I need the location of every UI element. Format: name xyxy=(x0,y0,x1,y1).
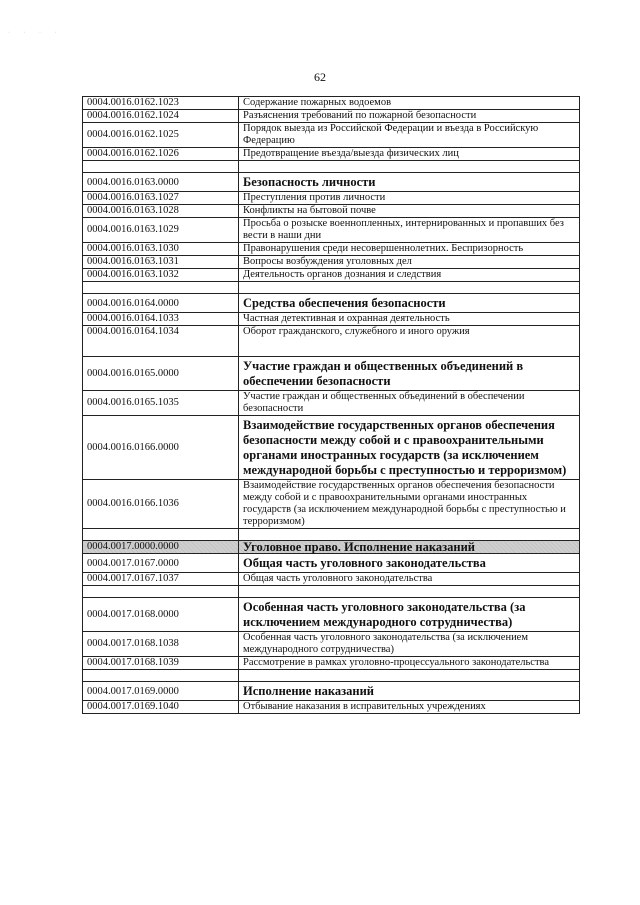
table-row xyxy=(83,123,580,148)
spacer-row xyxy=(83,529,580,541)
spacer-row xyxy=(83,586,580,598)
row-title: Оборот гражданского, служебного и иного оружия xyxy=(239,326,580,357)
table-row xyxy=(83,192,580,205)
row-title: Общая часть уголовного законодательства xyxy=(239,554,580,573)
row-code: 0004.0016.0163.1030 xyxy=(83,243,239,256)
row-title: Безопасность личности xyxy=(239,173,580,192)
table-row xyxy=(83,573,580,586)
table-row xyxy=(83,480,580,529)
section-row xyxy=(83,416,580,480)
row-code: 0004.0016.0165.1035 xyxy=(83,391,239,416)
row-code: 0004.0016.0165.0000 xyxy=(83,357,239,391)
table-row xyxy=(83,256,580,269)
row-title: Правонарушения среди несовершеннолетних. Беспризорность xyxy=(239,243,580,256)
row-code: 0004.0016.0162.1024 xyxy=(83,110,239,123)
row-code xyxy=(83,282,239,294)
row-title: Конфликты на бытовой почве xyxy=(239,205,580,218)
row-title: Средства обеспечения безопасности xyxy=(239,294,580,313)
spacer-row xyxy=(83,670,580,682)
table-row xyxy=(83,657,580,670)
row-code xyxy=(83,161,239,173)
row-code: 0004.0016.0163.1031 xyxy=(83,256,239,269)
scan-corner-marks: · · · · xyxy=(8,30,63,36)
row-code: 0004.0016.0163.1027 xyxy=(83,192,239,205)
row-title: Содержание пожарных водоемов xyxy=(239,97,580,110)
section-row xyxy=(83,541,580,554)
row-code: 0004.0016.0162.1023 xyxy=(83,97,239,110)
row-title: Вопросы возбуждения уголовных дел xyxy=(239,256,580,269)
row-title: Разъяснения требований по пожарной безопасности xyxy=(239,110,580,123)
table-row xyxy=(83,205,580,218)
row-code: 0004.0016.0162.1025 xyxy=(83,123,239,148)
classifier-table-body xyxy=(83,97,580,714)
section-row xyxy=(83,294,580,313)
table-row xyxy=(83,243,580,256)
row-code: 0004.0016.0166.0000 xyxy=(83,416,239,480)
row-code: 0004.0017.0168.1039 xyxy=(83,657,239,670)
row-code: 0004.0017.0168.0000 xyxy=(83,598,239,632)
row-title: Отбывание наказания в исправительных учреждениях xyxy=(239,701,580,714)
row-code: 0004.0016.0166.1036 xyxy=(83,480,239,529)
row-title: Взаимодействие государственных органов обеспечения безопасности между собой и с правоохранительными органами иностранных государств (за исключением международной борьбы с преступностью и терроризмом) xyxy=(239,416,580,480)
table-row xyxy=(83,391,580,416)
row-title xyxy=(239,670,580,682)
table-row xyxy=(83,148,580,161)
row-title: Общая часть уголовного законодательства xyxy=(239,573,580,586)
row-title: Исполнение наказаний xyxy=(239,682,580,701)
section-row xyxy=(83,173,580,192)
row-code xyxy=(83,670,239,682)
row-title: Частная детективная и охранная деятельность xyxy=(239,313,580,326)
table-row xyxy=(83,110,580,123)
row-title: Особенная часть уголовного законодательства (за исключением международного сотрудничества) xyxy=(239,632,580,657)
table-row xyxy=(83,701,580,714)
classifier-table xyxy=(82,96,580,714)
row-title: Предотвращение въезда/выезда физических лиц xyxy=(239,148,580,161)
table-row xyxy=(83,269,580,282)
spacer-row xyxy=(83,161,580,173)
row-code xyxy=(83,529,239,541)
row-code: 0004.0016.0163.0000 xyxy=(83,173,239,192)
row-title xyxy=(239,529,580,541)
row-title xyxy=(239,282,580,294)
section-row xyxy=(83,682,580,701)
row-code: 0004.0016.0163.1029 xyxy=(83,218,239,243)
row-title: Участие граждан и общественных объединений в обеспечении безопасности xyxy=(239,357,580,391)
table-row xyxy=(83,97,580,110)
section-row xyxy=(83,357,580,391)
row-code: 0004.0016.0163.1032 xyxy=(83,269,239,282)
table-row xyxy=(83,313,580,326)
row-code: 0004.0016.0162.1026 xyxy=(83,148,239,161)
row-title: Порядок выезда из Российской Федерации и въезда в Российскую Федерацию xyxy=(239,123,580,148)
row-code: 0004.0017.0169.0000 xyxy=(83,682,239,701)
row-title: Преступления против личности xyxy=(239,192,580,205)
row-title: Участие граждан и общественных объединений в обеспечении безопасности xyxy=(239,391,580,416)
page-number: 62 xyxy=(314,70,326,84)
row-code: 0004.0017.0000.0000 xyxy=(83,541,239,554)
section-row xyxy=(83,554,580,573)
row-code: 0004.0017.0167.0000 xyxy=(83,554,239,573)
row-code: 0004.0017.0168.1038 xyxy=(83,632,239,657)
row-code: 0004.0016.0164.1034 xyxy=(83,326,239,357)
row-title: Деятельность органов дознания и следствия xyxy=(239,269,580,282)
spacer-row xyxy=(83,282,580,294)
row-title: Уголовное право. Исполнение наказаний xyxy=(239,541,580,554)
row-code: 0004.0017.0167.1037 xyxy=(83,573,239,586)
row-title xyxy=(239,586,580,598)
row-title xyxy=(239,161,580,173)
row-code xyxy=(83,586,239,598)
row-title: Взаимодействие государственных органов обеспечения безопасности между собой и с правоохранительными органами иностранных государств (за исключением международной борьбы с преступностью и терроризмом) xyxy=(239,480,580,529)
row-code: 0004.0016.0164.1033 xyxy=(83,313,239,326)
table-row xyxy=(83,632,580,657)
row-title: Просьба о розыске военнопленных, интернированных и пропавших без вести в наши дни xyxy=(239,218,580,243)
table-row xyxy=(83,326,580,357)
row-title: Особенная часть уголовного законодательства (за исключением международного сотрудничества) xyxy=(239,598,580,632)
row-title: Рассмотрение в рамках уголовно-процессуального законодательства xyxy=(239,657,580,670)
row-code: 0004.0016.0164.0000 xyxy=(83,294,239,313)
row-code: 0004.0017.0169.1040 xyxy=(83,701,239,714)
section-row xyxy=(83,598,580,632)
row-code: 0004.0016.0163.1028 xyxy=(83,205,239,218)
table-row xyxy=(83,218,580,243)
